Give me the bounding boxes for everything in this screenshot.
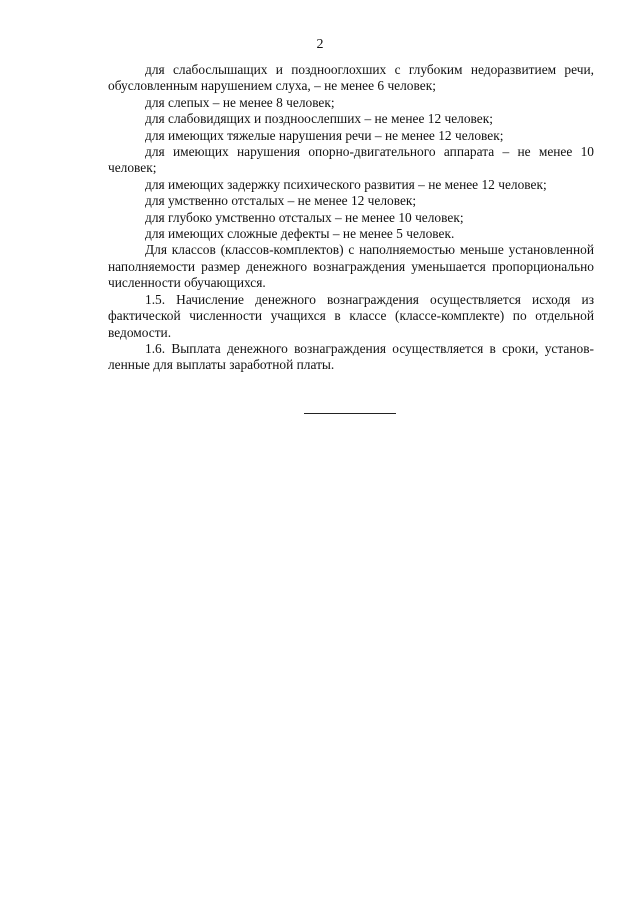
paragraph-complex-defects: для имеющих сложные дефекты – не менее 5 человек. [145, 226, 455, 242]
paragraph-visually-impaired: для слабовидящих и поздноослепших – не менее 12 человек; [145, 111, 493, 127]
paragraph-severely-retarded: для глубоко умственно отсталых – не менее 10 человек; [145, 209, 464, 225]
page-number: 2 [316, 37, 324, 52]
paragraph-musculoskeletal: для имеющих нарушения опорно-двигательного аппарата – не менее 10 человек; [108, 144, 594, 176]
paragraph-blind: для слепых – не менее 8 человек; [145, 94, 335, 110]
paragraph-section-1-6: 1.6. Выплата денежного вознаграждения осуществляется в сроки, установленные для выплаты заработной платы. [108, 340, 594, 373]
closing-separator-line [304, 413, 396, 414]
paragraph-section-1-5: 1.5. Начисление денежного вознаграждения осуществляется исходя из фактической численности учащихся в классе (классе-комплекте) по отдельной ведомости. [108, 291, 594, 340]
paragraph-developmental-delay: для имеющих задержку психического развития – не менее 12 человек; [145, 176, 547, 192]
document-body [108, 62, 594, 374]
paragraph-hard-of-hearing: для слабослышащих и позднооглохших с глубоким недоразвитием речи, обусловленным нарушением слуха, – не менее 6 человек; [108, 62, 594, 94]
paragraph-speech-disorders: для имеющих тяжелые нарушения речи – не менее 12 человек; [145, 127, 504, 143]
paragraph-mentally-retarded: для умственно отсталых – не менее 12 человек; [145, 193, 417, 209]
paragraph-small-classes: Для классов (классов-комплектов) с наполняемостью меньше установленной наполняемости размер денежного вознаграждения уменьшается пропорционально численности обучающихся. [108, 242, 594, 291]
